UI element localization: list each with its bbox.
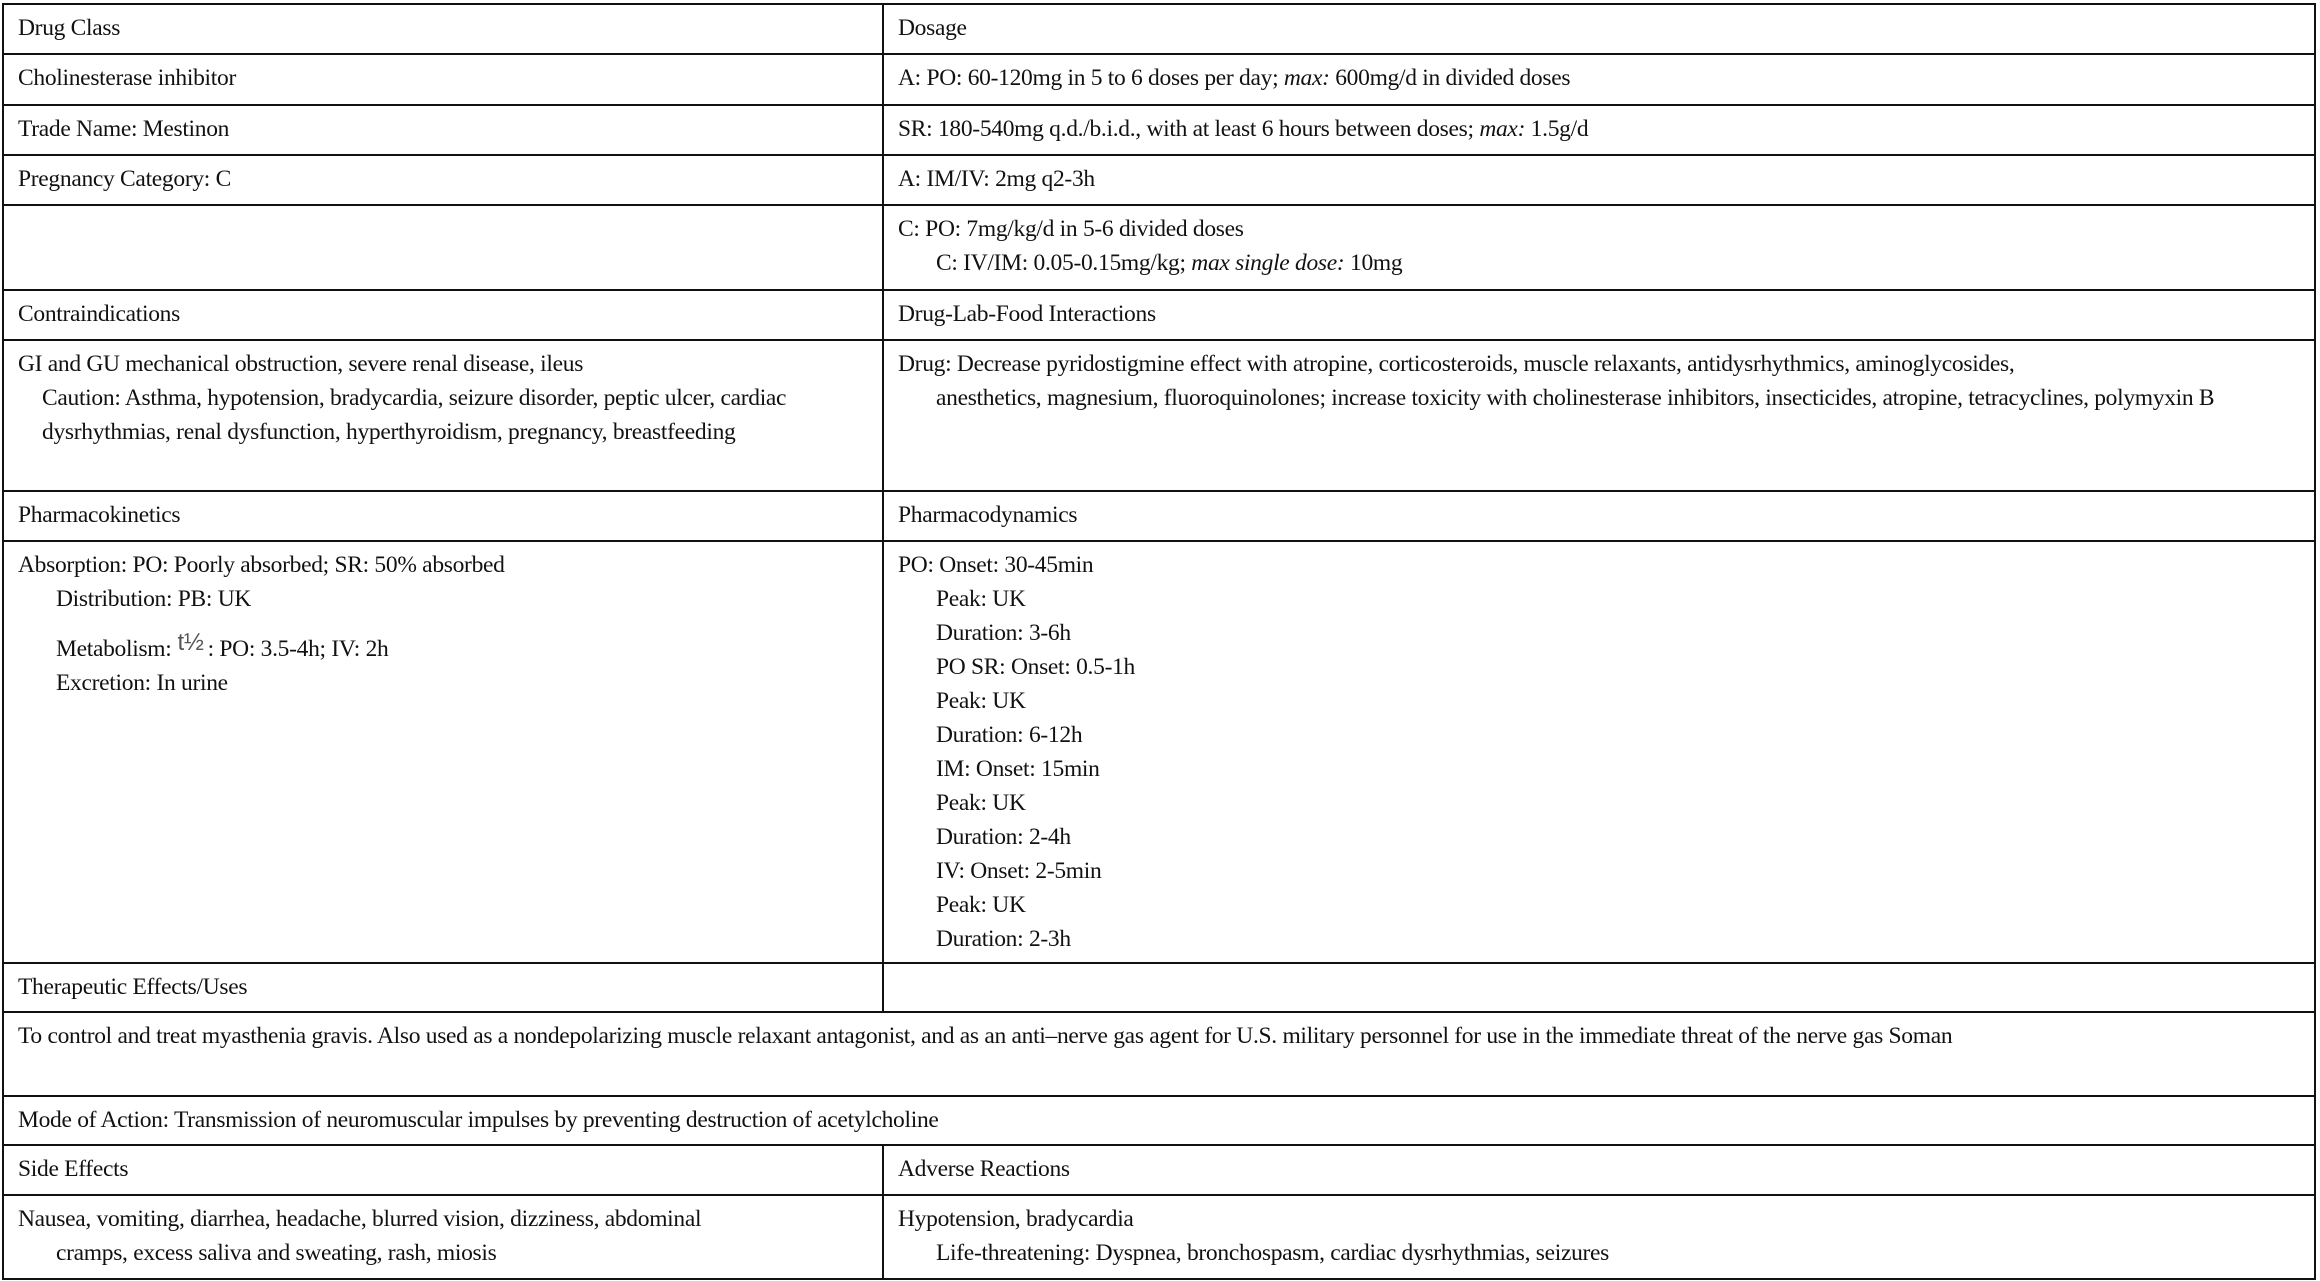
interactions-line-2: anesthetics, magnesium, fluoroquinolones; increase toxicity with cholinesterase inhibitors, insecticides, atropine, tetracyclines, polymyxin B (936, 385, 2215, 411)
pd-line: IM: Onset: 15min (936, 756, 1100, 782)
therapeutic-text: To control and treat myasthenia gravis. Also used as a nondepolarizing muscle relaxant antagonist, and as an anti–nerve gas agent for U.S. military personnel for use in the immediate threat of the nerve gas Soman (3, 1012, 2315, 1096)
drug-class-heading: Drug Class (3, 4, 883, 54)
trade-name: Trade Name: Mestinon (3, 105, 883, 155)
side-effects-text (3, 1195, 883, 1279)
contraindications-caution: Caution: Asthma, hypotension, bradycardia, seizure disorder, peptic ulcer, cardiac dysrhythmias, renal dysfunction, hyperthyroidism, pregnancy, breastfeeding (42, 385, 787, 445)
dosage-heading: Dosage (883, 4, 2315, 54)
pd-line: PO SR: Onset: 0.5-1h (936, 654, 1135, 680)
pharmacokinetics-text (3, 541, 883, 963)
distribution: Distribution: PB: UK (56, 586, 252, 612)
empty-cell (883, 963, 2315, 1012)
adverse-reactions-heading: Adverse Reactions (883, 1145, 2315, 1195)
dosage-adult-im-iv: A: IM/IV: 2mg q2-3h (883, 155, 2315, 205)
therapeutic-heading: Therapeutic Effects/Uses (3, 963, 883, 1012)
pharmacodynamics-text (883, 541, 2315, 963)
pd-line: Duration: 3-6h (936, 620, 1071, 646)
pd-line: Peak: UK (936, 892, 1026, 918)
adverse-line-1: Hypotension, bradycardia (898, 1206, 1134, 1232)
dosage-sr: SR: 180-540mg q.d./b.i.d., with at least 6 hours between doses; max: 1.5g/d (883, 105, 2315, 155)
pd-line: Duration: 2-4h (936, 824, 1071, 850)
pd-line: Peak: UK (936, 586, 1026, 612)
dosage-adult-po: A: PO: 60-120mg in 5 to 6 doses per day; max: 600mg/d in divided doses (883, 54, 2315, 105)
header-row (3, 4, 2315, 54)
pharmacodynamics-heading: Pharmacodynamics (883, 491, 2315, 541)
pd-line: Duration: 2-3h (936, 926, 1071, 952)
contraindications-text (3, 340, 883, 491)
half-life-icon: t½ (177, 629, 204, 656)
pregnancy-category: Pregnancy Category: C (3, 155, 883, 205)
contraindications-main: GI and GU mechanical obstruction, severe renal disease, ileus (18, 351, 584, 377)
excretion: Excretion: In urine (56, 670, 228, 696)
empty-cell (3, 205, 883, 290)
dosage-child (883, 205, 2315, 290)
dosage-child-iv-im: C: IV/IM: 0.05-0.15mg/kg; max single dose: 10mg (936, 250, 1403, 276)
contraindications-heading: Contraindications (3, 290, 883, 340)
pd-line: IV: Onset: 2-5min (936, 858, 1102, 884)
pharmacokinetics-heading: Pharmacokinetics (3, 491, 883, 541)
mode-of-action: Mode of Action: Transmission of neuromuscular impulses by preventing destruction of acetylcholine (3, 1096, 2315, 1145)
side-effects-line-1: Nausea, vomiting, diarrhea, headache, blurred vision, dizziness, abdominal (18, 1206, 702, 1232)
drug-class-value: Cholinesterase inhibitor (3, 54, 883, 105)
pd-line: Peak: UK (936, 688, 1026, 714)
pd-line: Peak: UK (936, 790, 1026, 816)
adverse-line-2: Life-threatening: Dyspnea, bronchospasm, cardiac dysrhythmias, seizures (936, 1240, 1610, 1266)
interactions-text (883, 340, 2315, 491)
side-effects-heading: Side Effects (3, 1145, 883, 1195)
side-effects-line-2: cramps, excess saliva and sweating, rash, miosis (56, 1240, 497, 1266)
pd-line: PO: Onset: 30-45min (898, 552, 1094, 578)
interactions-line-1: Drug: Decrease pyridostigmine effect with atropine, corticosteroids, muscle relaxants, antidysrhythmics, aminoglycosides, (898, 351, 2015, 377)
dosage-child-po: C: PO: 7mg/kg/d in 5-6 divided doses (898, 216, 1244, 242)
metabolism: Metabolism: t½ : PO: 3.5-4h; IV: 2h (18, 626, 868, 666)
adverse-reactions-text (883, 1195, 2315, 1279)
absorption: Absorption: PO: Poorly absorbed; SR: 50% absorbed (18, 552, 505, 578)
interactions-heading: Drug-Lab-Food Interactions (883, 290, 2315, 340)
pd-line: Duration: 6-12h (936, 722, 1083, 748)
drug-monograph-table (2, 3, 2316, 1280)
